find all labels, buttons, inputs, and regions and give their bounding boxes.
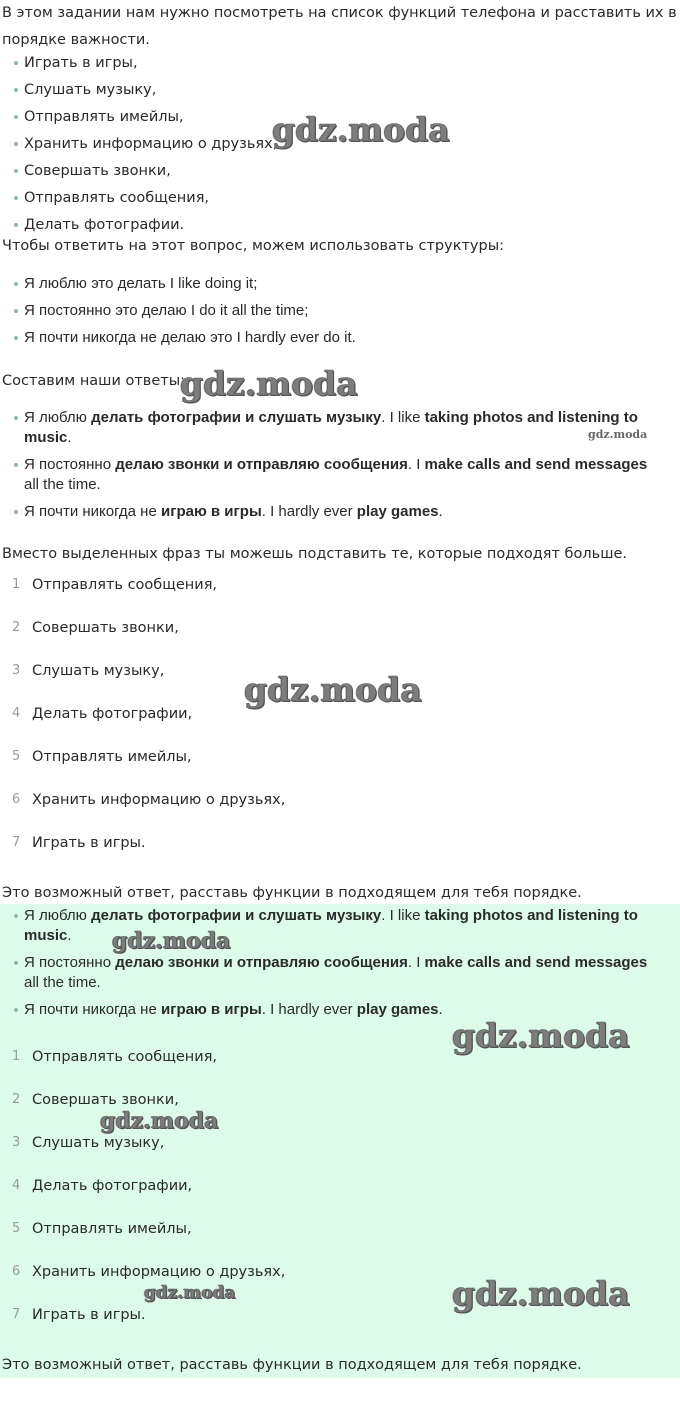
list-item: Совершать звонки,	[24, 161, 672, 181]
watermark: gdz.moda	[180, 364, 358, 403]
structures-intro: Чтобы ответить на этот вопрос, можем использовать структуры:	[2, 238, 505, 254]
watermark: gdz.moda	[452, 1016, 630, 1055]
answer-item: Я почти никогда не играю в игры. I hardly ever play games.	[24, 502, 672, 522]
list-item: Слушать музыку,	[24, 80, 672, 100]
watermark: gdz.moda	[112, 928, 231, 954]
answer-item: Я постоянно делаю звонки и отправляю сообщения. I make calls and send messages all the time.	[24, 455, 672, 495]
list-item: Хранить информацию о друзьях,	[24, 134, 672, 154]
watermark: gdz.moda	[244, 670, 422, 709]
intro-line-2: порядке важности.	[2, 32, 150, 48]
watermark: gdz.moda	[100, 1108, 219, 1134]
answer-item: Я люблю делать фотографии и слушать музыку. I like taking photos and listening to music.	[24, 906, 672, 946]
possible-answer-note: Это возможный ответ, расставь функции в подходящем для тебя порядке.	[2, 885, 582, 901]
intro-line-1: В этом задании нам нужно посмотреть на список функций телефона и расставить их в	[2, 5, 677, 21]
answers-intro: Составим наши ответы:	[2, 373, 186, 389]
possible-answer-note: Это возможный ответ, расставь функции в подходящем для тебя порядке.	[2, 1357, 582, 1373]
list-item: Я почти никогда не делаю это I hardly ever do it.	[24, 328, 672, 348]
list-item: Отправлять сообщения,	[24, 188, 672, 208]
watermark: gdz.moda	[588, 428, 648, 441]
answer-item: Я почти никогда не играю в игры. I hardly ever play games.	[24, 1000, 672, 1020]
list-item: Я постоянно это делаю I do it all the time;	[24, 301, 672, 321]
answer-item: Я люблю делать фотографии и слушать музыку. I like taking photos and listening to music.	[24, 408, 672, 448]
watermark: gdz.moda	[272, 110, 450, 149]
watermark: gdz.moda	[452, 1274, 630, 1313]
answer-item: Я постоянно делаю звонки и отправляю сообщения. I make calls and send messages all the time.	[24, 953, 672, 993]
list-item: Отправлять имейлы,	[24, 107, 672, 127]
list-item: Играть в игры,	[24, 53, 672, 73]
list-item: Я люблю это делать I like doing it;	[24, 274, 672, 294]
watermark: gdz.moda	[144, 1283, 236, 1303]
substitute-note: Вместо выделенных фраз ты можешь подставить те, которые подходят больше.	[2, 546, 627, 562]
list-item: Делать фотографии.	[24, 215, 672, 235]
